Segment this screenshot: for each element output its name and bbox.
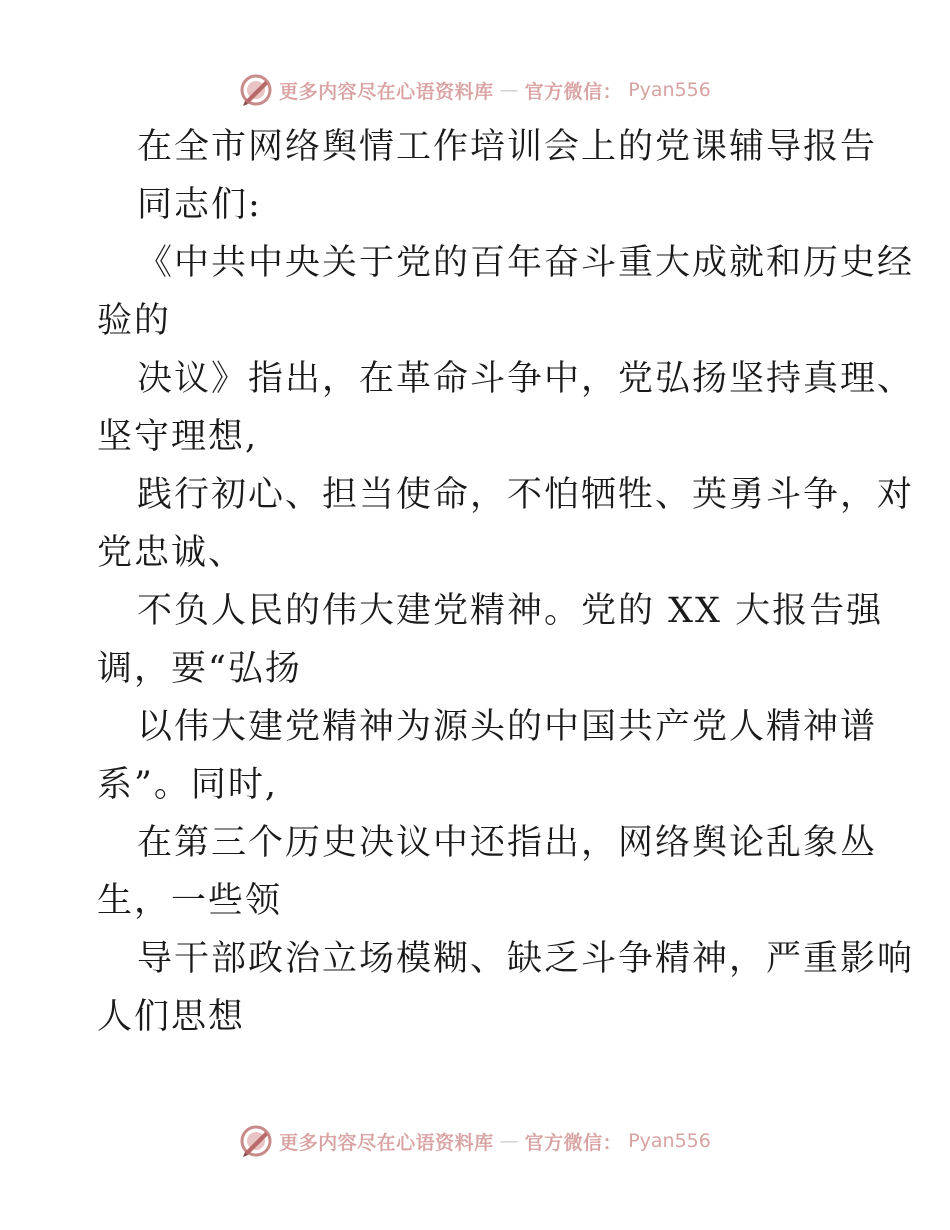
watermark-official: 官方微信： <box>524 1131 623 1154</box>
text-line: 坚守理想, <box>97 417 259 457</box>
document-title: 在全市网络舆情工作培训会上的党课辅导报告 <box>137 127 878 167</box>
watermark-official: 官方微信： <box>524 80 623 103</box>
text-line: 调，要“弘扬 <box>97 649 302 689</box>
watermark-wechat-id: Pyan556 <box>628 1130 711 1152</box>
text-line: 党忠诚、 <box>97 533 246 573</box>
pen-logo-icon <box>239 1124 273 1158</box>
text-line: 系”。同时, <box>97 765 279 805</box>
text-line: 践行初心、担当使命，不怕牺牲、英勇斗争，对 <box>137 475 915 515</box>
footer-watermark <box>0 1121 950 1161</box>
salutation: 同志们: <box>137 185 262 225</box>
text-line: 不负人民的伟大建党精神。党的 XX 大报告强 <box>137 591 884 631</box>
text-line: 验的 <box>97 301 172 341</box>
text-line: 以伟大建党精神为源头的中国共产党人精神谱 <box>137 707 878 747</box>
text-line: 生，一些领 <box>97 881 283 921</box>
watermark-brand: 更多内容尽在心语资料库 <box>279 1131 494 1154</box>
text-line: 决议》指出，在革命斗争中，党弘扬坚持真理、 <box>137 359 915 399</box>
document-body <box>97 118 915 1046</box>
watermark-separator: — <box>499 1130 519 1152</box>
pen-logo-icon <box>239 73 273 107</box>
text-line: 导干部政治立场模糊、缺乏斗争精神，严重影响 <box>137 939 915 979</box>
header-watermark <box>0 70 950 110</box>
watermark-wechat-id: Pyan556 <box>628 79 711 101</box>
text-line: 《中共中央关于党的百年奋斗重大成就和历史经 <box>137 243 915 283</box>
text-line: 在第三个历史决议中还指出，网络舆论乱象丛 <box>137 823 878 863</box>
watermark-brand: 更多内容尽在心语资料库 <box>279 80 494 103</box>
watermark-separator: — <box>499 79 519 101</box>
text-line: 人们思想 <box>97 997 246 1037</box>
